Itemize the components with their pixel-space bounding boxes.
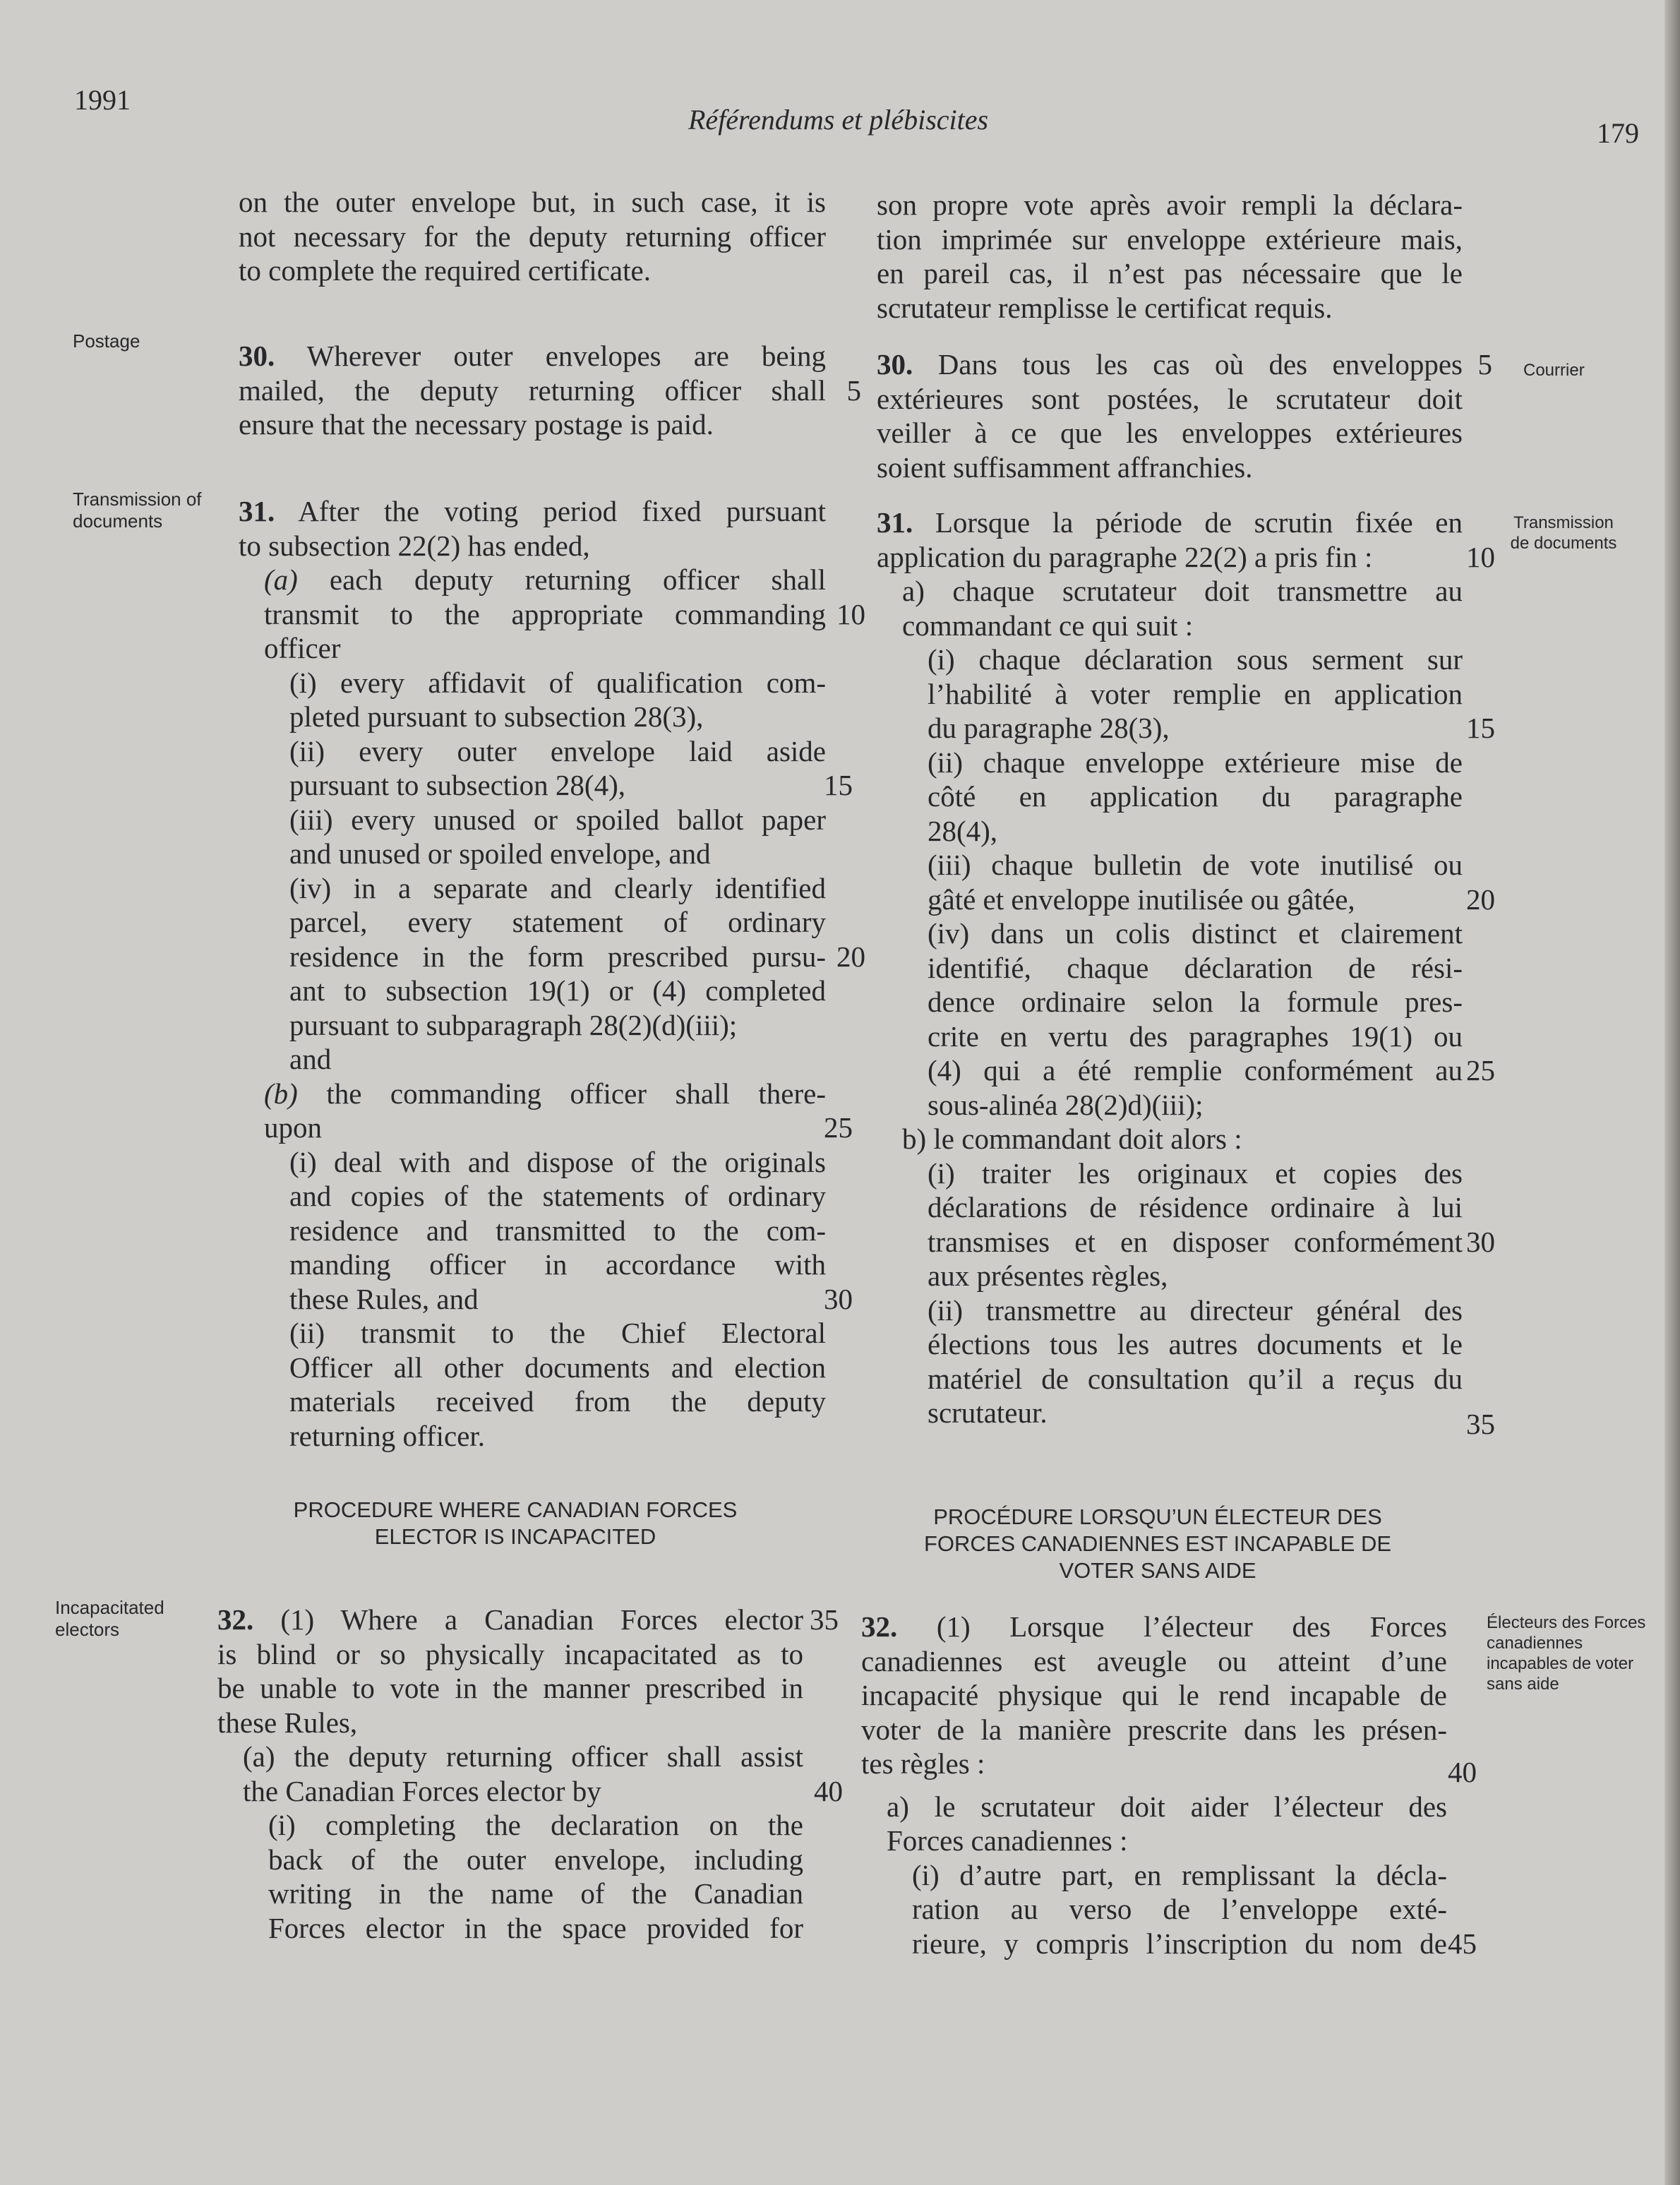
- text-line: (i) d’autre part, en remplissant la décla-: [912, 1858, 1447, 1891]
- text-line: (iii) chaque bulletin de vote inutilisé ou: [928, 849, 1463, 881]
- text-line: on the outer envelope but, in such case, it is: [239, 186, 826, 218]
- line-number: 10: [1466, 540, 1495, 573]
- margin-note-incapacitated: Incapacitated electors: [55, 1597, 164, 1640]
- text-line: (i) completing the declaration on the: [268, 1809, 803, 1841]
- text-line: (4) qui a été remplie conformément au: [928, 1054, 1463, 1086]
- line-number: 30: [1466, 1225, 1495, 1258]
- french-section-30: [877, 347, 1492, 484]
- text-line: extérieures sont postées, le scrutateur doit: [877, 382, 1463, 415]
- text-line: b) le commandant doit alors :: [902, 1123, 1242, 1155]
- text-line: After the voting period fixed pursuant: [298, 495, 826, 527]
- line-number: 35: [1466, 1408, 1495, 1440]
- text-line: residence in the form prescribed pursu-: [289, 940, 826, 973]
- text-line: incapacité physique qui le rend incapable de: [861, 1679, 1447, 1711]
- header-year: 1991: [74, 84, 131, 116]
- french-intro: [877, 188, 1463, 325]
- section-number: 32.: [861, 1610, 898, 1643]
- text-line: Forces elector in the space provided for: [268, 1911, 803, 1944]
- margin-note-postage: Postage: [73, 330, 140, 352]
- text-line: (i) deal with and dispose of the originals: [289, 1145, 826, 1178]
- text-line: soient suffisamment affranchies.: [877, 450, 1253, 484]
- text-line: officer: [264, 632, 341, 664]
- french-heading: [865, 1504, 1451, 1584]
- text-line: veiller à ce que les enveloppes extérieures: [877, 417, 1463, 449]
- text-line: these Rules, and: [289, 1282, 479, 1315]
- text-line: back of the outer envelope, including: [268, 1843, 803, 1876]
- heading-line: FORCES CANADIENNES EST INCAPABLE DE: [923, 1531, 1392, 1556]
- text-line: pursuant to subparagraph 28(2)(d)(iii);: [289, 1008, 738, 1041]
- text-line: and: [289, 1043, 332, 1075]
- margin-note-electeurs: Électeurs des Forces canadiennes incapables de voter sans aide: [1487, 1613, 1646, 1694]
- text-line: (1) Where a Canadian Forces elector: [280, 1603, 803, 1636]
- text-line: l’habilité à voter remplie en application: [928, 677, 1463, 710]
- header-page-number: 179: [1597, 117, 1639, 149]
- text-line: (ii) transmettre au directeur général des: [928, 1293, 1463, 1327]
- section-number: 32.: [217, 1603, 254, 1636]
- margin-note-transmission: Transmission of documents: [73, 489, 202, 532]
- text-line: (iii) every unused or spoiled ballot paper: [289, 803, 826, 836]
- text-line: application du paragraphe 22(2) a pris fin :: [877, 540, 1373, 573]
- text-line: (iv) in a separate and clearly identified: [289, 871, 826, 904]
- text-line: (ii) every outer envelope laid aside: [289, 734, 826, 767]
- text-line: writing in the name of the Canadian: [268, 1877, 803, 1910]
- text-line: upon: [264, 1111, 322, 1144]
- section-number: 31.: [239, 495, 275, 527]
- line-number: 40: [1448, 1756, 1477, 1788]
- text-line: commandant ce qui suit :: [902, 609, 1194, 642]
- text-line: du paragraphe 28(3),: [928, 712, 1170, 744]
- para-label: (b): [264, 1077, 298, 1110]
- english-section-31: [239, 494, 865, 1453]
- line-number: 15: [824, 769, 853, 801]
- text-line: tes règles :: [861, 1747, 985, 1780]
- english-section-30: [239, 339, 861, 442]
- french-section-31: [877, 505, 1495, 1440]
- text-line: ensure that the necessary postage is paid.: [239, 408, 714, 441]
- text-line: (i) every affidavit of qualification com-: [289, 666, 826, 699]
- text-line: to subsection 22(2) has ended,: [239, 529, 590, 562]
- text-line: the commanding officer shall there-: [326, 1077, 826, 1110]
- text-line: Dans tous les cas où des enveloppes: [937, 348, 1463, 381]
- french-section-32: [861, 1610, 1477, 1960]
- text-line: pleted pursuant to subsection 28(3),: [289, 700, 704, 733]
- text-line: is blind or so physically incapacitated as to: [217, 1637, 803, 1670]
- text-line: transmit to the appropriate commanding: [264, 597, 826, 630]
- margin-note-transmission-fr: Transmission de documents: [1510, 513, 1617, 553]
- text-line: en pareil cas, il n’est pas nécessaire que le: [877, 257, 1463, 289]
- section-number: 31.: [877, 506, 913, 539]
- text-line: mailed, the deputy returning officer shall: [239, 373, 826, 407]
- heading-line: PROCÉDURE LORSQU’UN ÉLECTEUR DES: [933, 1504, 1382, 1529]
- text-line: sous-alinéa 28(2)d)(iii);: [928, 1088, 1204, 1121]
- text-line: residence and transmitted to the com-: [289, 1214, 826, 1247]
- text-line: ration au verso de l’enveloppe exté-: [912, 1893, 1447, 1925]
- text-line: gâté et enveloppe inutilisée ou gâtée,: [928, 882, 1355, 916]
- text-line: transmises et en disposer conformément: [928, 1225, 1463, 1258]
- line-number: 5: [1477, 348, 1492, 381]
- text-line: manding officer in accordance with: [289, 1248, 826, 1281]
- text-line: 28(4),: [928, 814, 998, 847]
- text-line: each deputy returning officer shall: [329, 563, 826, 596]
- text-line: tion imprimée sur enveloppe extérieure mais,: [877, 222, 1463, 256]
- text-line: matériel de consultation qu’il a reçus du: [928, 1362, 1463, 1395]
- line-number: 20: [836, 940, 865, 973]
- text-line: (iv) dans un colis distinct et clairement: [928, 917, 1463, 950]
- text-line: (a) the deputy returning officer shall assist: [243, 1740, 803, 1773]
- text-line: scrutateur remplisse le certificat requis.: [877, 291, 1333, 324]
- page-edge: [1664, 0, 1680, 2185]
- line-number: 20: [1466, 882, 1495, 916]
- text-line: ant to subsection 19(1) or (4) completed: [289, 974, 826, 1007]
- text-line: identifié, chaque déclaration de rési-: [928, 951, 1463, 984]
- line-number: 30: [824, 1282, 853, 1315]
- text-line: these Rules,: [217, 1706, 358, 1739]
- text-line: scrutateur.: [928, 1396, 1048, 1429]
- text-line: Wherever outer envelopes are being: [306, 340, 826, 372]
- heading-line: VOTER SANS AIDE: [1059, 1558, 1256, 1583]
- line-number: 10: [836, 597, 865, 630]
- line-number: 35: [810, 1603, 839, 1636]
- text-line: pursuant to subsection 28(4),: [289, 769, 625, 801]
- text-line: rieure, y compris l’inscription du nom de: [912, 1927, 1447, 1960]
- text-line: canadiennes est aveugle ou atteint d’une: [861, 1644, 1447, 1677]
- text-line: (1) Lorsque l’électeur des Forces: [936, 1610, 1448, 1643]
- text-line: a) le scrutateur doit aider l’électeur des: [887, 1790, 1447, 1823]
- line-number: 40: [814, 1774, 843, 1807]
- text-line: and copies of the statements of ordinary: [289, 1180, 826, 1212]
- text-line: voter de la manière prescrite dans les présen-: [861, 1713, 1447, 1746]
- text-line: a) chaque scrutateur doit transmettre au: [902, 575, 1463, 607]
- line-number: 45: [1448, 1927, 1477, 1960]
- heading-line: ELECTOR IS INCAPACITED: [374, 1524, 656, 1549]
- text-line: Forces canadiennes :: [887, 1824, 1128, 1857]
- text-line: crite en vertu des paragraphes 19(1) ou: [928, 1019, 1463, 1053]
- text-line: not necessary for the deputy returning officer: [239, 220, 826, 253]
- english-section-32: [217, 1603, 843, 1945]
- heading-line: PROCEDURE WHERE CANADIAN FORCES: [293, 1497, 738, 1522]
- text-line: son propre vote après avoir rempli la déclara-: [877, 188, 1463, 221]
- text-line: déclarations de résidence ordinaire à lui: [928, 1191, 1463, 1223]
- header-title: Référendums et plébiscites: [688, 104, 989, 136]
- line-number: 25: [824, 1111, 853, 1144]
- line-number: 15: [1466, 712, 1495, 744]
- text-line: parcel, every statement of ordinary: [289, 906, 826, 938]
- text-line: (ii) transmit to the Chief Electoral: [289, 1317, 826, 1349]
- text-line: élections tous les autres documents et le: [928, 1328, 1463, 1360]
- english-intro: [239, 185, 826, 288]
- para-label: (a): [264, 563, 298, 596]
- text-line: materials received from the deputy: [289, 1385, 826, 1418]
- english-heading: [233, 1497, 798, 1550]
- text-line: to complete the required certificate.: [239, 254, 651, 287]
- french-column: [877, 188, 1495, 1459]
- text-line: and unused or spoiled envelope, and: [289, 837, 711, 870]
- text-line: Lorsque la période de scrutin fixée en: [935, 506, 1463, 539]
- text-line: be unable to vote in the manner prescribed in: [217, 1672, 803, 1704]
- text-line: returning officer.: [289, 1419, 486, 1452]
- text-line: Officer all other documents and election: [289, 1351, 826, 1384]
- line-number: 5: [846, 373, 861, 407]
- section-number: 30.: [239, 340, 275, 372]
- line-number: 25: [1466, 1054, 1495, 1086]
- text-line: côté en application du paragraphe: [928, 780, 1463, 813]
- section-number: 30.: [877, 348, 913, 381]
- text-line: (ii) chaque enveloppe extérieure mise de: [928, 746, 1463, 779]
- text-line: (i) traiter les originaux et copies des: [928, 1156, 1463, 1190]
- text-line: aux présentes règles,: [928, 1259, 1168, 1292]
- text-line: the Canadian Forces elector by: [243, 1774, 601, 1807]
- text-line: (i) chaque déclaration sous serment sur: [928, 643, 1463, 676]
- margin-note-courrier: Courrier: [1523, 361, 1585, 380]
- text-line: dence ordinaire selon la formule pres-: [928, 986, 1463, 1018]
